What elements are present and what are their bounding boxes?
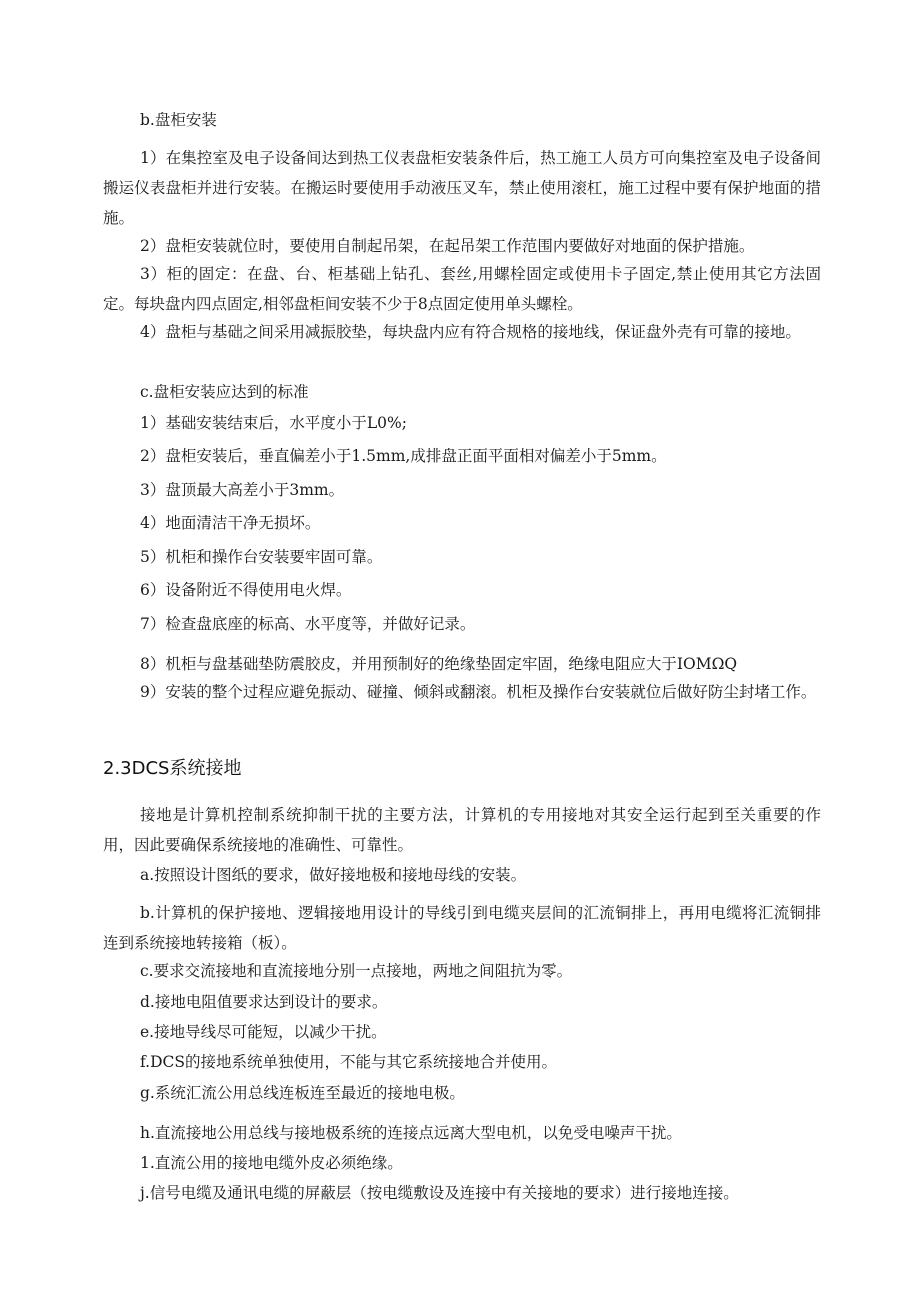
section-c-item-8: 8）机柜与盘基础垫防震胶皮，并用预制好的绝缘垫固定牢固，绝缘电阻应大于IOMΩQ [140,655,738,673]
section-c-item-6: 6）设备附近不得使用电火焊。 [140,581,352,599]
section-c-title: c.盘柜安装应达到的标准 [140,383,309,401]
section-c-item-5: 5）机柜和操作台安装要牢固可靠。 [140,548,383,566]
section-23-intro: 接地是计算机控制系统抑制干扰的主要方法，计算机的专用接地对其安全运行起到至关重要的作用，因此要确保系统接地的准确性、可靠性。 [103,806,821,854]
section-b-item-1: 1）在集控室及电子设备间达到热工仪表盘柜安装条件后，热工施工人员方可向集控室及电子设备间搬运仪表盘柜并进行安装。在搬运时要使用手动液压叉车，禁止使用滚杠，施工过程中要有保护地面的措施。 [103,149,821,227]
section-23-item-e: e.接地导线尽可能短，以减少干扰。 [140,1023,387,1041]
section-23-item-i: 1.直流公用的接地电缆外皮必须绝缘。 [140,1154,403,1172]
section-c-item-3: 3）盘顶最大高差小于3mm。 [140,481,345,499]
section-b-item-2: 2）盘柜安装就位时，要使用自制起吊架，在起吊架工作范围内要做好对地面的保护措施。 [140,237,755,255]
section-c-item-7: 7）检查盘底座的标高、水平度等，并做好记录。 [140,615,476,633]
section-23-item-b: b.计算机的保护接地、逻辑接地用设计的导线引到电缆夹层间的汇流铜排上，再用电缆将汇流铜排连到系统接地转接箱（板）。 [103,904,821,952]
section-b-item-4: 4）盘柜与基础之间采用减振胶垫，每块盘内应有符合规格的接地线，保证盘外壳有可靠的接地。 [140,323,801,341]
section-23-item-j: j.信号电缆及通讯电缆的屏蔽层（按电缆敷设及连接中有关接地的要求）进行接地连接。 [140,1184,739,1202]
section-b-item-3: 3）柜的固定：在盘、台、柜基础上钻孔、套丝,用螺栓固定或使用卡子固定,禁止使用其它方法固定。每块盘内四点固定,相邻盘柜间安装不少于8点固定使用单头螺栓。 [103,265,821,313]
section-23-item-c: c.要求交流接地和直流接地分别一点接地，两地之间阻抗为零。 [140,962,573,980]
section-23-item-g: g.系统汇流公用总线连板连至最近的接地电极。 [140,1084,465,1102]
section-b-title: b.盘柜安装 [140,111,217,129]
section-c-item-9: 9）安装的整个过程应避免振动、碰撞、倾斜或翻滚。机柜及操作台安装就位后做好防尘封堵工作。 [140,683,817,701]
section-heading-dcs-grounding: 2.3DCS系统接地 [103,758,242,779]
section-23-item-h: h.直流接地公用总线与接地极系统的连接点远离大型电机，以免受电噪声干扰。 [140,1124,682,1142]
section-23-item-d: d.接地电阻值要求达到设计的要求。 [140,993,388,1011]
section-23-item-a: a.按照设计图纸的要求，做好接地极和接地母线的安装。 [140,866,527,884]
section-23-item-f: f.DCS的接地系统单独使用，不能与其它系统接地合并使用。 [140,1053,558,1071]
section-c-item-4: 4）地面清洁干净无损坏。 [140,514,321,532]
section-c-item-2: 2）盘柜安装后，垂直偏差小于1.5mm,成排盘正面平面相对偏差小于5mm。 [140,447,667,465]
section-c-item-1: 1）基础安装结束后，水平度小于L0%; [140,414,407,432]
